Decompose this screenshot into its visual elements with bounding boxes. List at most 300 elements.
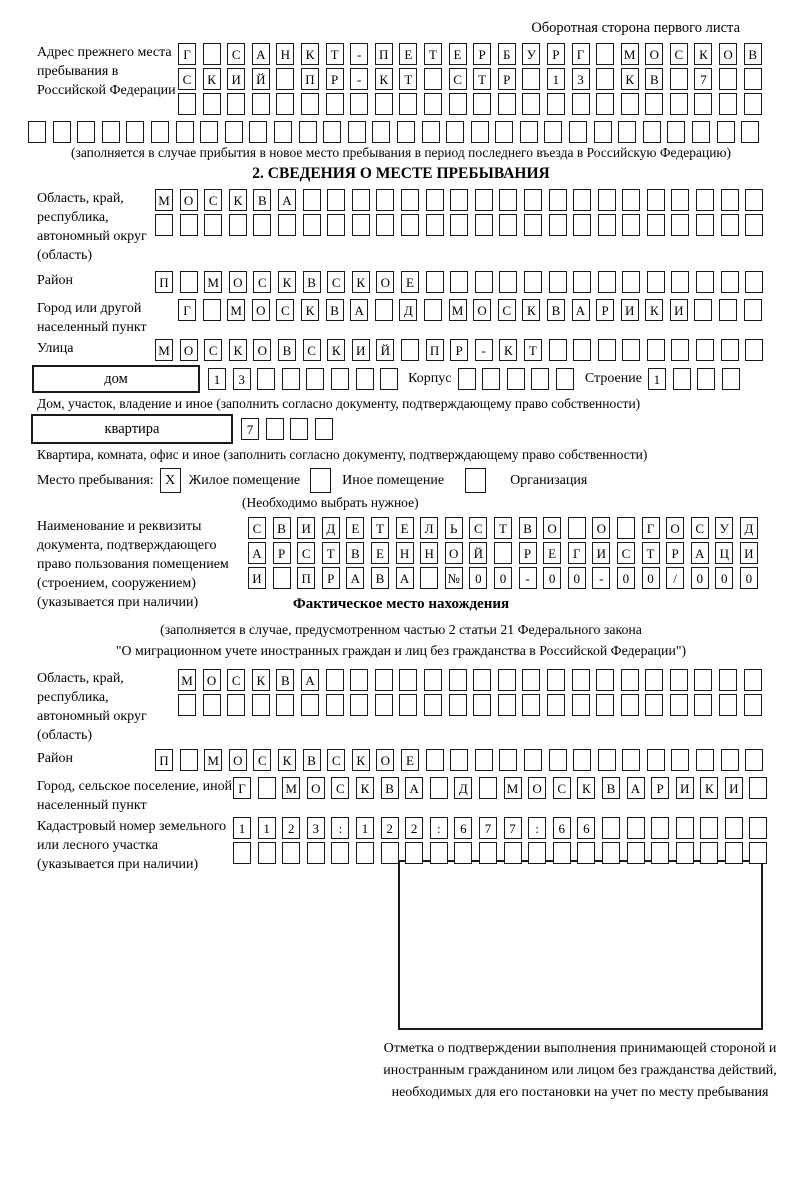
form-cell[interactable]: К [375,68,393,90]
form-cell[interactable] [596,43,614,65]
form-cell[interactable] [475,749,493,771]
form-cell[interactable]: С [670,43,688,65]
form-cell[interactable] [399,694,417,716]
form-cell[interactable]: - [519,567,537,589]
form-cell[interactable]: К [278,749,296,771]
form-cell[interactable] [721,189,739,211]
stay-type-checkbox-other[interactable] [310,468,331,493]
form-cell[interactable] [671,271,689,293]
form-cell[interactable]: О [528,777,546,799]
form-cell[interactable]: Г [178,299,196,321]
form-cell[interactable]: О [307,777,325,799]
form-cell[interactable] [399,669,417,691]
form-cell[interactable] [258,842,276,864]
form-cell[interactable]: А [691,542,709,564]
form-cell[interactable] [426,214,444,236]
form-cell[interactable] [549,214,567,236]
form-cell[interactable] [326,669,344,691]
form-cell[interactable] [276,68,294,90]
form-cell[interactable] [424,669,442,691]
form-cell[interactable]: А [278,189,296,211]
form-cell[interactable]: Г [568,542,586,564]
form-cell[interactable]: 0 [740,567,758,589]
form-cell[interactable]: С [227,669,245,691]
form-cell[interactable]: Г [642,517,660,539]
form-cell[interactable] [249,121,267,143]
form-cell[interactable]: 7 [694,68,712,90]
form-cell[interactable] [420,567,438,589]
form-cell[interactable]: А [627,777,645,799]
form-cell[interactable]: 1 [648,368,666,390]
form-cell[interactable]: К [621,68,639,90]
form-cell[interactable]: А [252,43,270,65]
form-cell[interactable] [449,694,467,716]
form-cell[interactable]: Р [651,777,669,799]
form-cell[interactable] [651,817,669,839]
form-cell[interactable] [499,189,517,211]
form-cell[interactable] [621,93,639,115]
form-cell[interactable] [307,842,325,864]
form-cell[interactable] [700,817,718,839]
form-cell[interactable]: С [253,271,271,293]
form-cell[interactable] [572,93,590,115]
form-cell[interactable] [426,749,444,771]
form-cell[interactable]: 6 [454,817,472,839]
form-cell[interactable]: М [504,777,522,799]
form-cell[interactable]: С [617,542,635,564]
form-cell[interactable] [598,339,616,361]
form-cell[interactable] [572,694,590,716]
form-cell[interactable]: О [203,669,221,691]
form-cell[interactable]: К [301,43,319,65]
form-cell[interactable] [303,214,321,236]
form-cell[interactable]: К [700,777,718,799]
form-cell[interactable] [203,694,221,716]
form-cell[interactable] [348,121,366,143]
form-cell[interactable]: И [297,517,315,539]
form-cell[interactable]: Е [346,517,364,539]
form-cell[interactable]: А [301,669,319,691]
form-cell[interactable] [450,214,468,236]
form-cell[interactable] [252,93,270,115]
form-cell[interactable] [524,749,542,771]
form-cell[interactable]: 0 [617,567,635,589]
form-cell[interactable]: Р [547,43,565,65]
form-cell[interactable] [53,121,71,143]
form-cell[interactable]: П [426,339,444,361]
form-cell[interactable] [643,121,661,143]
form-cell[interactable]: В [547,299,565,321]
form-cell[interactable]: Е [371,542,389,564]
form-cell[interactable]: В [346,542,364,564]
form-cell[interactable]: К [229,189,247,211]
form-cell[interactable]: М [155,339,173,361]
form-cell[interactable]: 6 [553,817,571,839]
form-cell[interactable]: С [691,517,709,539]
form-cell[interactable]: Т [399,68,417,90]
form-cell[interactable]: 6 [577,817,595,839]
form-cell[interactable]: К [301,299,319,321]
form-cell[interactable] [180,271,198,293]
form-cell[interactable] [430,842,448,864]
form-cell[interactable] [278,214,296,236]
form-cell[interactable]: В [278,339,296,361]
form-cell[interactable]: С [327,749,345,771]
form-cell[interactable] [749,817,767,839]
form-cell[interactable] [622,749,640,771]
form-cell[interactable] [471,121,489,143]
form-cell[interactable]: 0 [469,567,487,589]
form-cell[interactable]: Й [469,542,487,564]
form-cell[interactable]: Р [666,542,684,564]
form-cell[interactable]: А [350,299,368,321]
form-cell[interactable] [381,842,399,864]
form-cell[interactable]: Р [498,68,516,90]
form-cell[interactable]: А [396,567,414,589]
form-cell[interactable] [573,271,591,293]
form-cell[interactable] [479,842,497,864]
form-cell[interactable]: О [252,299,270,321]
form-cell[interactable]: Л [420,517,438,539]
form-cell[interactable]: О [473,299,491,321]
form-cell[interactable]: 0 [715,567,733,589]
form-cell[interactable]: : [430,817,448,839]
form-cell[interactable]: К [278,271,296,293]
form-cell[interactable] [204,214,222,236]
form-cell[interactable] [424,93,442,115]
form-cell[interactable] [721,214,739,236]
form-cell[interactable]: - [475,339,493,361]
form-cell[interactable]: К [356,777,374,799]
form-cell[interactable] [744,299,762,321]
form-cell[interactable]: П [375,43,393,65]
form-cell[interactable]: Т [326,43,344,65]
form-cell[interactable] [178,694,196,716]
form-cell[interactable] [274,121,292,143]
form-cell[interactable]: И [592,542,610,564]
form-cell[interactable] [376,189,394,211]
form-cell[interactable]: С [297,542,315,564]
form-cell[interactable]: С [498,299,516,321]
form-cell[interactable] [522,93,540,115]
form-cell[interactable] [645,694,663,716]
form-cell[interactable]: О [180,339,198,361]
form-cell[interactable]: Т [371,517,389,539]
form-cell[interactable]: Т [424,43,442,65]
form-cell[interactable]: М [227,299,245,321]
form-cell[interactable] [722,368,740,390]
form-cell[interactable] [449,93,467,115]
form-cell[interactable]: С [178,68,196,90]
form-cell[interactable] [602,817,620,839]
form-cell[interactable]: С [449,68,467,90]
form-cell[interactable] [375,694,393,716]
form-cell[interactable]: К [499,339,517,361]
form-cell[interactable] [598,214,616,236]
form-cell[interactable] [498,694,516,716]
form-cell[interactable] [671,214,689,236]
form-cell[interactable] [282,368,300,390]
form-cell[interactable]: С [227,43,245,65]
form-cell[interactable] [494,542,512,564]
form-cell[interactable] [549,339,567,361]
form-cell[interactable] [622,271,640,293]
form-cell[interactable]: - [350,68,368,90]
form-cell[interactable] [596,669,614,691]
form-cell[interactable] [719,694,737,716]
form-cell[interactable] [700,842,718,864]
form-cell[interactable]: В [253,189,271,211]
form-cell[interactable]: Й [376,339,394,361]
form-cell[interactable] [326,93,344,115]
form-cell[interactable] [499,271,517,293]
form-cell[interactable] [350,93,368,115]
form-cell[interactable] [225,121,243,143]
form-cell[interactable]: В [326,299,344,321]
form-cell[interactable] [721,271,739,293]
form-cell[interactable] [744,694,762,716]
form-cell[interactable] [331,842,349,864]
form-cell[interactable] [102,121,120,143]
form-cell[interactable] [405,842,423,864]
form-cell[interactable]: О [376,749,394,771]
form-cell[interactable] [618,121,636,143]
form-cell[interactable] [719,93,737,115]
form-cell[interactable]: А [405,777,423,799]
form-cell[interactable] [745,339,763,361]
form-cell[interactable] [380,368,398,390]
form-cell[interactable] [276,93,294,115]
form-cell[interactable]: И [740,542,758,564]
form-cell[interactable]: 1 [356,817,374,839]
form-cell[interactable]: О [645,43,663,65]
form-cell[interactable]: 2 [381,817,399,839]
form-cell[interactable]: Н [420,542,438,564]
form-cell[interactable] [572,669,590,691]
form-cell[interactable]: Р [519,542,537,564]
form-cell[interactable]: Д [454,777,472,799]
form-cell[interactable] [524,214,542,236]
form-cell[interactable]: И [676,777,694,799]
form-cell[interactable]: Е [449,43,467,65]
form-cell[interactable]: М [204,271,222,293]
form-cell[interactable]: Ц [715,542,733,564]
form-cell[interactable] [725,842,743,864]
form-cell[interactable] [475,214,493,236]
form-cell[interactable] [482,368,500,390]
form-cell[interactable] [671,339,689,361]
form-cell[interactable] [647,214,665,236]
form-cell[interactable] [422,121,440,143]
form-cell[interactable]: С [331,777,349,799]
form-cell[interactable] [424,694,442,716]
form-cell[interactable] [598,271,616,293]
form-cell[interactable] [126,121,144,143]
form-cell[interactable] [315,418,333,440]
form-cell[interactable] [744,669,762,691]
form-cell[interactable] [749,842,767,864]
form-cell[interactable]: 1 [233,817,251,839]
form-cell[interactable] [424,299,442,321]
form-cell[interactable]: С [204,339,222,361]
form-cell[interactable]: О [543,517,561,539]
form-cell[interactable] [524,189,542,211]
form-cell[interactable] [719,299,737,321]
form-cell[interactable] [180,214,198,236]
form-cell[interactable] [473,93,491,115]
form-cell[interactable] [622,189,640,211]
form-cell[interactable]: П [301,68,319,90]
form-cell[interactable]: М [204,749,222,771]
form-cell[interactable] [670,68,688,90]
form-cell[interactable] [520,121,538,143]
form-cell[interactable] [725,817,743,839]
form-cell[interactable]: Е [543,542,561,564]
form-cell[interactable] [568,517,586,539]
form-cell[interactable]: С [204,189,222,211]
form-cell[interactable] [498,93,516,115]
form-cell[interactable]: Д [399,299,417,321]
form-cell[interactable] [227,93,245,115]
form-cell[interactable] [721,339,739,361]
form-cell[interactable]: С [327,271,345,293]
form-cell[interactable] [306,368,324,390]
form-cell[interactable] [544,121,562,143]
form-cell[interactable]: 0 [543,567,561,589]
form-cell[interactable]: У [715,517,733,539]
form-cell[interactable]: О [376,271,394,293]
form-cell[interactable] [450,271,468,293]
form-cell[interactable] [596,93,614,115]
form-cell[interactable]: : [331,817,349,839]
form-cell[interactable] [522,669,540,691]
form-cell[interactable]: О [229,271,247,293]
form-cell[interactable]: Г [233,777,251,799]
form-cell[interactable] [594,121,612,143]
form-cell[interactable]: - [592,567,610,589]
form-cell[interactable] [252,694,270,716]
form-cell[interactable] [499,214,517,236]
form-cell[interactable] [155,214,173,236]
form-cell[interactable] [696,749,714,771]
form-cell[interactable] [670,669,688,691]
form-cell[interactable] [458,368,476,390]
form-cell[interactable] [327,189,345,211]
form-cell[interactable]: И [725,777,743,799]
form-cell[interactable] [376,214,394,236]
form-cell[interactable]: Т [524,339,542,361]
form-cell[interactable]: К [694,43,712,65]
form-cell[interactable]: С [553,777,571,799]
form-cell[interactable] [694,669,712,691]
form-cell[interactable]: В [303,271,321,293]
form-cell[interactable]: С [303,339,321,361]
form-cell[interactable] [449,669,467,691]
form-cell[interactable]: 1 [258,817,276,839]
form-cell[interactable] [627,842,645,864]
form-cell[interactable] [203,93,221,115]
form-cell[interactable] [651,842,669,864]
form-cell[interactable] [547,93,565,115]
form-cell[interactable] [549,749,567,771]
form-cell[interactable] [397,121,415,143]
form-cell[interactable]: Н [396,542,414,564]
form-cell[interactable]: И [227,68,245,90]
form-cell[interactable] [375,299,393,321]
form-cell[interactable]: К [645,299,663,321]
form-cell[interactable] [28,121,46,143]
form-cell[interactable]: В [602,777,620,799]
form-cell[interactable]: В [519,517,537,539]
form-cell[interactable]: Р [450,339,468,361]
form-cell[interactable]: М [282,777,300,799]
form-cell[interactable]: С [469,517,487,539]
form-cell[interactable]: О [253,339,271,361]
form-cell[interactable] [475,271,493,293]
form-cell[interactable] [719,669,737,691]
form-cell[interactable]: 0 [642,567,660,589]
form-cell[interactable] [257,368,275,390]
form-cell[interactable]: М [155,189,173,211]
form-cell[interactable]: Б [498,43,516,65]
form-cell[interactable] [621,694,639,716]
form-cell[interactable] [203,299,221,321]
form-cell[interactable] [598,189,616,211]
form-cell[interactable]: : [528,817,546,839]
form-cell[interactable]: Е [396,517,414,539]
form-cell[interactable]: 2 [282,817,300,839]
form-cell[interactable] [426,189,444,211]
form-cell[interactable]: 1 [208,368,226,390]
form-cell[interactable] [323,121,341,143]
form-cell[interactable] [549,271,567,293]
form-cell[interactable] [352,214,370,236]
form-cell[interactable] [694,299,712,321]
form-cell[interactable]: Т [494,517,512,539]
form-cell[interactable] [430,777,448,799]
form-cell[interactable] [350,694,368,716]
form-cell[interactable] [426,271,444,293]
form-cell[interactable] [303,189,321,211]
form-cell[interactable] [331,368,349,390]
form-cell[interactable] [671,189,689,211]
form-cell[interactable] [473,669,491,691]
form-cell[interactable] [282,842,300,864]
stay-type-checkbox-residential[interactable]: X [160,468,181,493]
form-cell[interactable] [647,749,665,771]
form-cell[interactable] [696,214,714,236]
form-cell[interactable] [454,842,472,864]
form-cell[interactable] [233,842,251,864]
form-cell[interactable] [627,817,645,839]
form-cell[interactable]: О [445,542,463,564]
form-cell[interactable]: В [381,777,399,799]
form-cell[interactable] [556,368,574,390]
form-cell[interactable]: И [352,339,370,361]
form-cell[interactable] [667,121,685,143]
form-cell[interactable] [573,214,591,236]
form-cell[interactable] [522,68,540,90]
form-cell[interactable] [645,669,663,691]
form-cell[interactable]: М [621,43,639,65]
form-cell[interactable]: А [248,542,266,564]
form-cell[interactable]: Д [322,517,340,539]
form-cell[interactable] [203,43,221,65]
form-cell[interactable] [676,842,694,864]
form-cell[interactable] [647,189,665,211]
form-cell[interactable]: С [248,517,266,539]
form-cell[interactable]: Н [276,43,294,65]
